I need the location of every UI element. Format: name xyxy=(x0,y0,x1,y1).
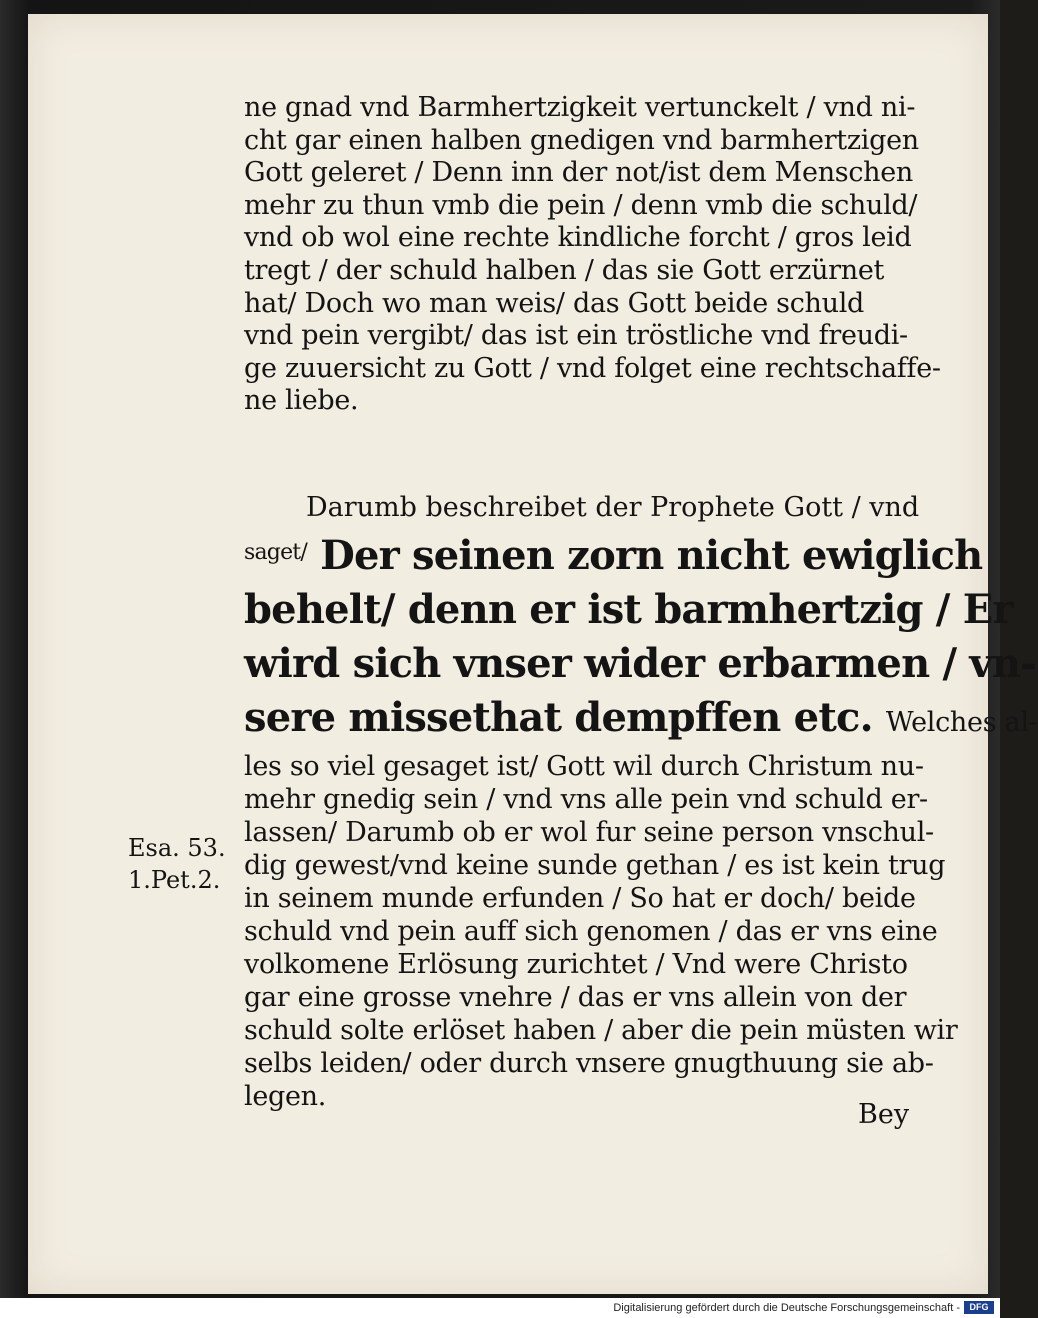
text-line: legen. xyxy=(244,1080,327,1112)
text-line: ge zuuersicht zu Gott / vnd folget eine rechtschaffe- xyxy=(244,352,941,384)
paragraph-1 xyxy=(244,92,941,418)
text-line: lassen/ Darumb ob er wol fur seine person vnschul- xyxy=(244,816,934,848)
main-text-block xyxy=(244,92,1038,1113)
text-line: selbs leiden/ oder durch vnsere gnugthuung sie ab- xyxy=(244,1047,934,1079)
text-line: mehr zu thun vmb die pein / denn vmb die schuld/ xyxy=(244,189,918,221)
quotation-line xyxy=(244,691,1038,750)
text-line: in seinem munde erfunden / So hat er doch/ beide xyxy=(244,882,916,914)
quotation-line xyxy=(244,526,983,583)
text-line: les so viel gesaget ist/ Gott wil durch Christum nu- xyxy=(244,750,924,782)
text-line: ne liebe. xyxy=(244,385,359,417)
text-line: schuld vnd pein auff sich genomen / das er vns eine xyxy=(244,915,938,947)
dfg-logo: DFG xyxy=(964,1301,994,1314)
quotation-text: behelt/ denn er ist barmhertzig / Er xyxy=(244,585,1013,633)
text-line: schuld solte erlöset haben / aber die pein müsten wir xyxy=(244,1014,958,1046)
quotation-text: sere missethat dempffen etc. xyxy=(244,693,873,741)
book-page xyxy=(28,14,1038,1294)
quotation-text: wird sich vnser wider erbarmen / vn- xyxy=(244,639,1036,687)
marginal-references xyxy=(128,832,238,896)
paragraph-2-intro: Darumb beschreibet der Prophete Gott / vnd xyxy=(306,491,920,523)
text-line: mehr gnedig sein / vnd vns alle pein vnd schuld er- xyxy=(244,783,928,815)
paragraph-2 xyxy=(244,490,1038,1113)
quotation-line xyxy=(244,637,1036,691)
quotation-tail: Welches al- xyxy=(885,706,1038,738)
text-line: ne gnad vnd Barmhertzigkeit vertunckelt / vnd ni- xyxy=(244,92,916,123)
text-line: cht gar einen halben gnedigen vnd barmhertzigen xyxy=(244,124,919,156)
funding-credit: Digitalisierung gefördert durch die Deutsche Forschungsgemeinschaft - xyxy=(613,1302,960,1314)
text-line: vnd ob wol eine rechte kindliche forcht / gros leid xyxy=(244,222,912,254)
marginal-reference: Esa. 53. xyxy=(128,834,226,862)
catchword: Bey xyxy=(858,1099,910,1130)
footer-bar xyxy=(0,1298,1000,1318)
quotation-line xyxy=(244,583,1013,637)
quotation-lead: saget/ xyxy=(244,539,307,565)
text-line: Gott geleret / Denn inn der not/ist dem Menschen xyxy=(244,157,914,189)
text-line: tregt / der schuld halben / das sie Gott erzürnet xyxy=(244,254,885,286)
text-line: volkomene Erlösung zurichtet / Vnd were Christo xyxy=(244,948,908,980)
text-line: gar eine grosse vnehre / das er vns allein von der xyxy=(244,981,907,1013)
marginal-reference: 1.Pet.2. xyxy=(128,866,221,894)
text-line: hat/ Doch wo man weis/ das Gott beide schuld xyxy=(244,287,865,319)
text-line: dig gewest/vnd keine sunde gethan / es ist kein trug xyxy=(244,849,946,881)
text-line: vnd pein vergibt/ das ist ein tröstliche vnd freudi- xyxy=(244,320,908,352)
quotation-text: Der seinen zorn nicht ewiglich xyxy=(320,531,983,579)
